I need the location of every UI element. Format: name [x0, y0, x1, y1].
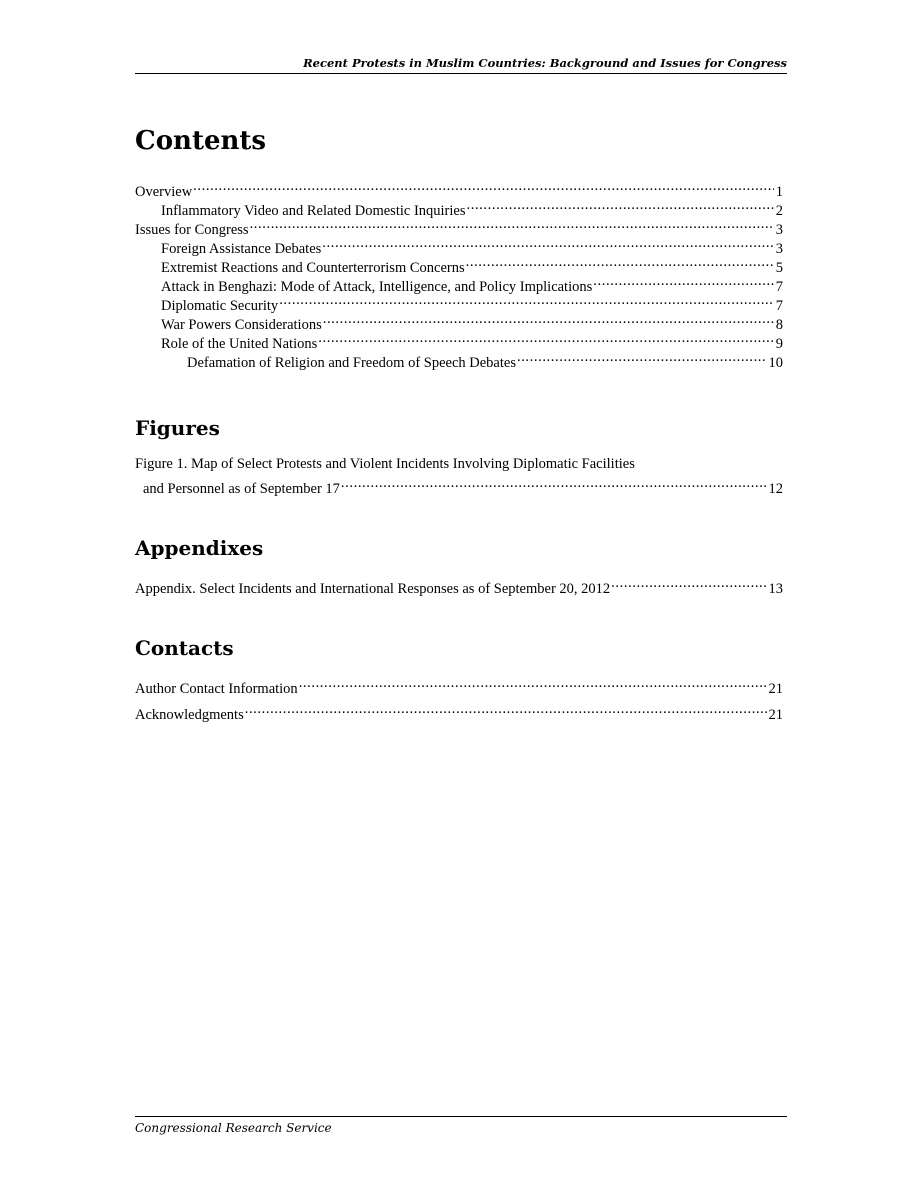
- toc-entry-page: 9: [775, 336, 783, 352]
- toc-entry-page: 3: [775, 241, 783, 257]
- toc-entry-label: Issues for Congress: [135, 222, 249, 238]
- figures-heading: Figures: [135, 416, 220, 440]
- toc-entry-label: Defamation of Religion and Freedom of Speech Debates: [187, 355, 516, 371]
- toc-entry-page: 21: [768, 681, 783, 697]
- toc-entry-label: Inflammatory Video and Related Domestic Inquiries: [161, 203, 466, 219]
- dot-leader: [250, 215, 774, 234]
- dot-leader: [341, 474, 767, 493]
- toc-entry-author-contact[interactable]: [135, 674, 783, 700]
- toc-entry-page: 21: [768, 707, 783, 723]
- toc-entry-label: Figure 1. Map of Select Protests and Violent Incidents Involving Diplomatic Facilities: [135, 456, 635, 472]
- toc-entry-page: 1: [775, 184, 783, 200]
- toc-entry-page: 5: [775, 260, 783, 276]
- toc-entry-label: Attack in Benghazi: Mode of Attack, Intelligence, and Policy Implications: [161, 279, 593, 295]
- dot-leader: [245, 700, 767, 719]
- toc-entry-label: Overview: [135, 184, 193, 200]
- dot-leader: [593, 272, 773, 291]
- toc-entry-page: 13: [768, 581, 783, 597]
- dot-leader: [299, 674, 767, 693]
- contents-heading: Contents: [135, 126, 267, 156]
- toc-entry-acknowledgments[interactable]: [135, 700, 783, 723]
- toc-entry-label: Extremist Reactions and Counterterrorism Concerns: [161, 260, 465, 276]
- toc-entry-label: Appendix. Select Incidents and International Responses as of September 20, 2012: [135, 581, 611, 597]
- header-rule: [135, 73, 787, 74]
- dot-leader: [279, 291, 774, 310]
- toc-entry-label: and Personnel as of September 17: [143, 481, 340, 497]
- toc-entry-page: 7: [775, 279, 783, 295]
- footer-rule: [135, 1116, 787, 1117]
- figures-list: [135, 455, 783, 497]
- dot-leader: [322, 234, 773, 253]
- contacts-list: [135, 674, 783, 723]
- toc-entry-label: Acknowledgments: [135, 707, 244, 723]
- toc-entry-page: 10: [768, 355, 783, 371]
- toc-entry-label: Role of the United Nations: [161, 336, 318, 352]
- toc-entry-page: 12: [768, 481, 783, 497]
- dot-leader: [323, 310, 774, 329]
- dot-leader: [467, 196, 774, 215]
- toc-entry-page: 2: [775, 203, 783, 219]
- toc-entry-figure-1-continued[interactable]: [135, 474, 783, 497]
- toc-entry-label: Diplomatic Security: [161, 298, 279, 314]
- toc-entry-page: 8: [775, 317, 783, 333]
- appendixes-heading: Appendixes: [135, 536, 264, 560]
- toc-entry-appendix[interactable]: [135, 574, 783, 597]
- contents-list: [135, 177, 783, 371]
- toc-entry-inflammatory-video[interactable]: [135, 196, 783, 219]
- dot-leader: [611, 574, 766, 593]
- toc-entry-figure-1[interactable]: [135, 455, 783, 474]
- toc-entry-page: 3: [775, 222, 783, 238]
- dot-leader: [193, 177, 774, 196]
- footer-organization: Congressional Research Service: [135, 1121, 332, 1135]
- toc-entry-label: Foreign Assistance Debates: [161, 241, 322, 257]
- toc-entry-page: 7: [775, 298, 783, 314]
- appendixes-list: [135, 574, 783, 597]
- running-header: Recent Protests in Muslim Countries: Background and Issues for Congress: [303, 56, 787, 70]
- toc-entry-label: Author Contact Information: [135, 681, 298, 697]
- toc-entry-label: War Powers Considerations: [161, 317, 322, 333]
- dot-leader: [466, 253, 774, 272]
- contacts-heading: Contacts: [135, 636, 234, 660]
- dot-leader: [318, 329, 773, 348]
- dot-leader: [517, 348, 767, 367]
- toc-entry-overview[interactable]: [135, 177, 783, 200]
